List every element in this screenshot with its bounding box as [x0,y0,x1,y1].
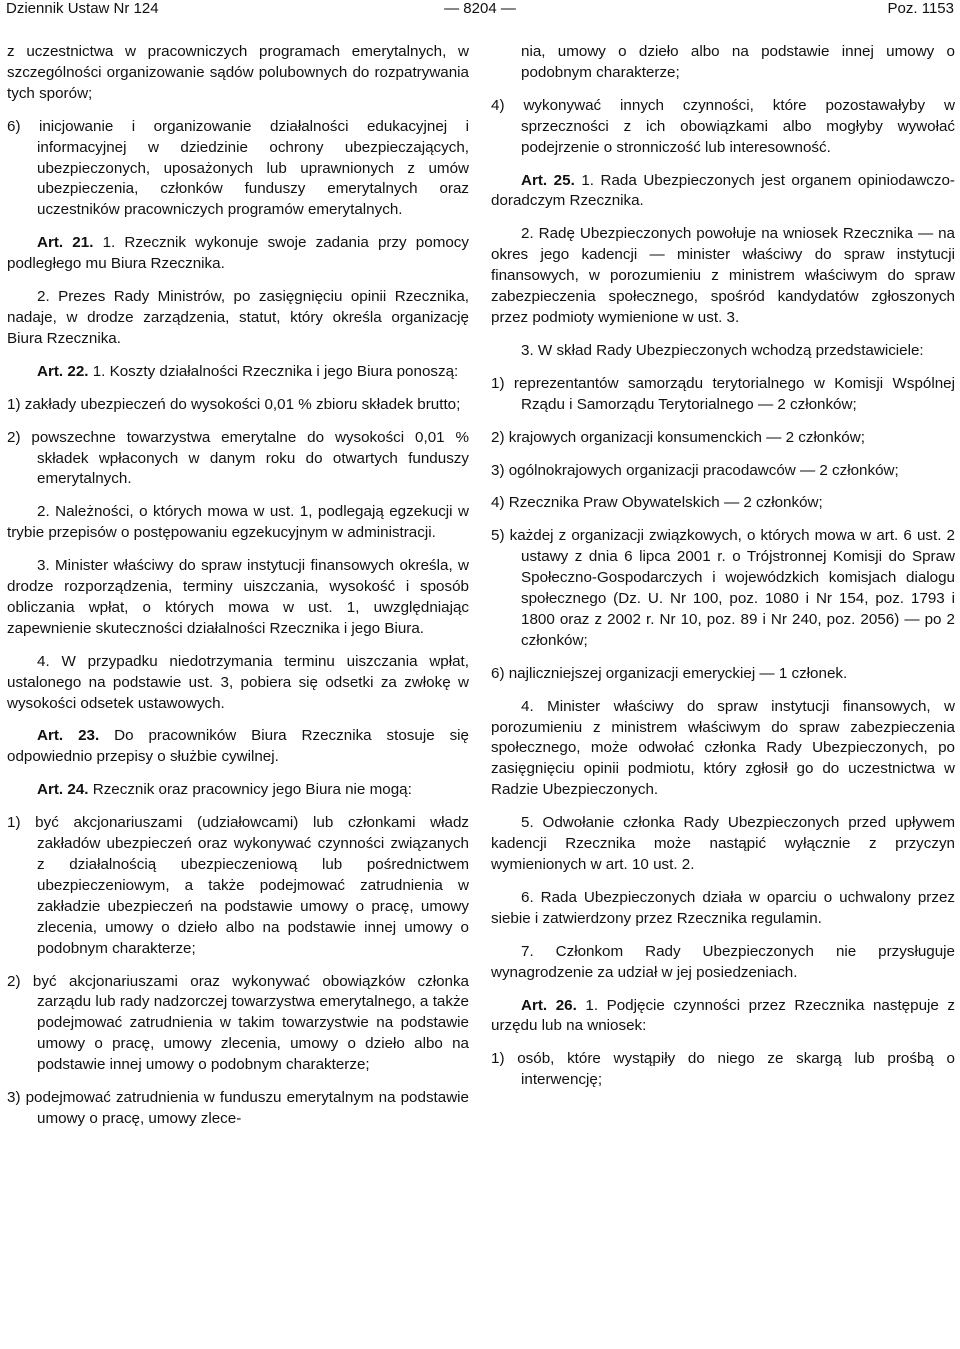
paragraph: 4. W przypadku niedotrzymania terminu uiszczania wpłat, ustalonego na podstawie ust. 3, pobiera się odsetki za zwłokę w wysokości odsetek ustawowych. [7,652,469,712]
journal-title: Dziennik Ustaw Nr 124 [6,0,159,17]
article-24 [7,780,469,801]
article-text: 1. Rzecznik wykonuje swoje zadania przy pomocy podległego mu Biura Rzecznika. [7,234,469,273]
list-item: 3) podejmować zatrudnienia w funduszu emerytalnym na podstawie umowy o pracę, umowy zlece- [7,1089,469,1127]
page-number: — 8204 — [444,0,516,17]
list-item: 2) powszechne towarzystwa emerytalne do wysokości 0,01 % składek wpłaconych w danym roku do otwartych funduszy emerytalnych. [7,428,469,488]
article-text: Do pracowników Biura Rzecznika stosuje się odpowiednio przepisy o służbie cywilnej. [7,727,469,766]
list-item: 6) inicjowanie i organizowanie działalności edukacyjnej i informacyjnej w dziedzinie ochrony ubezpieczających, ubezpieczonych, uposażonych lub uprawnionych z umów ubezpieczenia, członków funduszy emerytalnych oraz uczestników pracowniczych programów emerytalnych. [7,117,469,219]
page-header [6,0,954,22]
article-26 [491,996,955,1038]
list-item: 5) każdej z organizacji związkowych, o których mowa w art. 6 ust. 2 ustawy z dnia 6 lipca 2001 r. o Trójstronnej Komisji do Spraw Społeczno-Gospodarczych i wojewódzkich komisjach dialogu społecznego (Dz. U. Nr 100, poz. 1080 i Nr 154, poz. 1793 i 1800 oraz z 2002 r. Nr 10, poz. 89 i Nr 240, poz. 2056) — po 2 członków; [491,527,955,649]
paragraph: 2. Należności, o których mowa w ust. 1, podlegają egzekucji w trybie przepisów o postępowaniu egzekucyjnym w administracji. [7,503,469,542]
paragraph: 2. Radę Ubezpieczonych powołuje na wniosek Rzecznika — na okres jego kadencji — minister właściwy do spraw instytucji finansowych, w porozumieniu z ministrem właściwym do spraw zabezpieczenia społecznego, spośród kandydatów zgłoszonych przez podmioty wymienione w ust. 3. [491,225,955,326]
article-22 [7,362,469,383]
right-column [491,42,955,1103]
paragraph: 6. Rada Ubezpieczonych działa w oparciu o uchwalony przez siebie i zatwierdzony przez Rzecznika regulamin. [491,888,955,927]
article-text: 1. Podjęcie czynności przez Rzecznika następuje z urzędu lub na wniosek: [491,996,955,1035]
list-item: 4) Rzecznika Praw Obywatelskich — 2 członków; [491,494,823,512]
article-text: 1. Koszty działalności Rzecznika i jego Biura ponoszą: [88,362,459,380]
list-item: 1) reprezentantów samorządu terytorialnego w Komisji Wspólnej Rządu i Samorządu Terytorialnego — 2 członków; [491,374,955,413]
article-23 [7,726,469,768]
list-item: 1) być akcjonariuszami (udziałowcami) lub członkami władz zakładów ubezpieczeń oraz wykonywać czynności związanych z działalnością ubezpieczeniową lub pośrednictwem ubezpieczeniowym, a także podejmować zatrudnienia w zakładzie ubezpieczeń na podstawie umowy o pracę, umowy zlecenia, umowy o dzieło albo na podstawie innej umowy o podobnym charakterze; [7,814,469,957]
article-25 [491,171,955,213]
list-item: 2) być akcjonariuszami oraz wykonywać obowiązków członka zarządu lub rady nadzorczej towarzystwa emerytalnego, a także podejmować zatrudnienia w takim towarzystwie na podstawie umowy o pracę, umowy zlecenia, umowy o dzieło albo na podstawie innej umowy o podobnym charakterze; [7,972,469,1074]
position-number: Poz. 1153 [887,0,954,17]
list-item: 2) krajowych organizacji konsumenckich — 2 członków; [491,428,865,446]
paragraph: nia, umowy o dzieło albo na podstawie innej umowy o podobnym charakterze; [521,43,955,81]
list-item: 1) zakłady ubezpieczeń do wysokości 0,01 % zbioru składek brutto; [7,395,461,413]
paragraph: 5. Odwołanie członka Rady Ubezpieczonych przed upływem kadencji Rzecznika może nastąpić wyłącznie z przyczyn wymienionych w art. 10 ust. 2. [491,814,955,873]
paragraph: 7. Członkom Rady Ubezpieczonych nie przysługuje wynagrodzenie za udział w jej posiedzeniach. [491,942,955,981]
paragraph: 3. W skład Rady Ubezpieczonych wchodzą przedstawiciele: [521,341,924,359]
article-text: 1. Rada Ubezpieczonych jest organem opiniodawczo-doradczym Rzecznika. [491,171,955,210]
article-label: Art. 25. [521,171,575,189]
article-21 [7,233,469,275]
article-label: Art. 24. [37,781,89,799]
paragraph: 4. Minister właściwy do spraw instytucji finansowych, w porozumieniu z ministrem właściwym do spraw zabezpieczenia społecznego, może odwołać członka Rady Ubezpieczonych, po zasięgnięciu opinii podmiotu, który zgłosił go do uczestnictwa w Radzie Ubezpieczonych. [491,697,955,799]
article-label: Art. 21. [37,234,94,252]
paragraph: 3. Minister właściwy do spraw instytucji finansowych określa, w drodze rozporządzenia, terminy uiszczania, wysokość i sposób obliczania wpłat, o których mowa w ust. 1, uwzględniając zapewnienie skuteczności działalności Rzecznika i jego Biura. [7,557,469,637]
article-label: Art. 26. [521,996,577,1014]
article-text: Rzecznik oraz pracownicy jego Biura nie mogą: [88,781,412,799]
paragraph: 2. Prezes Rady Ministrów, po zasięgnięciu opinii Rzecznika, nadaje, w drodze zarządzenia, statut, który określa organizację Biura Rzecznika. [7,288,469,347]
list-item: 4) wykonywać innych czynności, które pozostawałyby w sprzeczności z ich obowiązkami albo mogłyby wywołać podejrzenie o stronniczość lub interesowność. [491,96,955,156]
left-column [7,42,469,1142]
paragraph: z uczestnictwa w pracowniczych programach emerytalnych, w szczególności organizowanie sądów polubownych do rozpatrywania tych sporów; [7,43,469,102]
article-label: Art. 23. [37,727,100,745]
list-item: 3) ogólnokrajowych organizacji pracodawców — 2 członków; [491,461,899,479]
article-label: Art. 22. [37,362,89,380]
list-item: 6) najliczniejszej organizacji emeryckiej — 1 członek. [491,664,848,682]
list-item: 1) osób, które wystąpiły do niego ze skargą lub prośbą o interwencję; [491,1050,955,1089]
